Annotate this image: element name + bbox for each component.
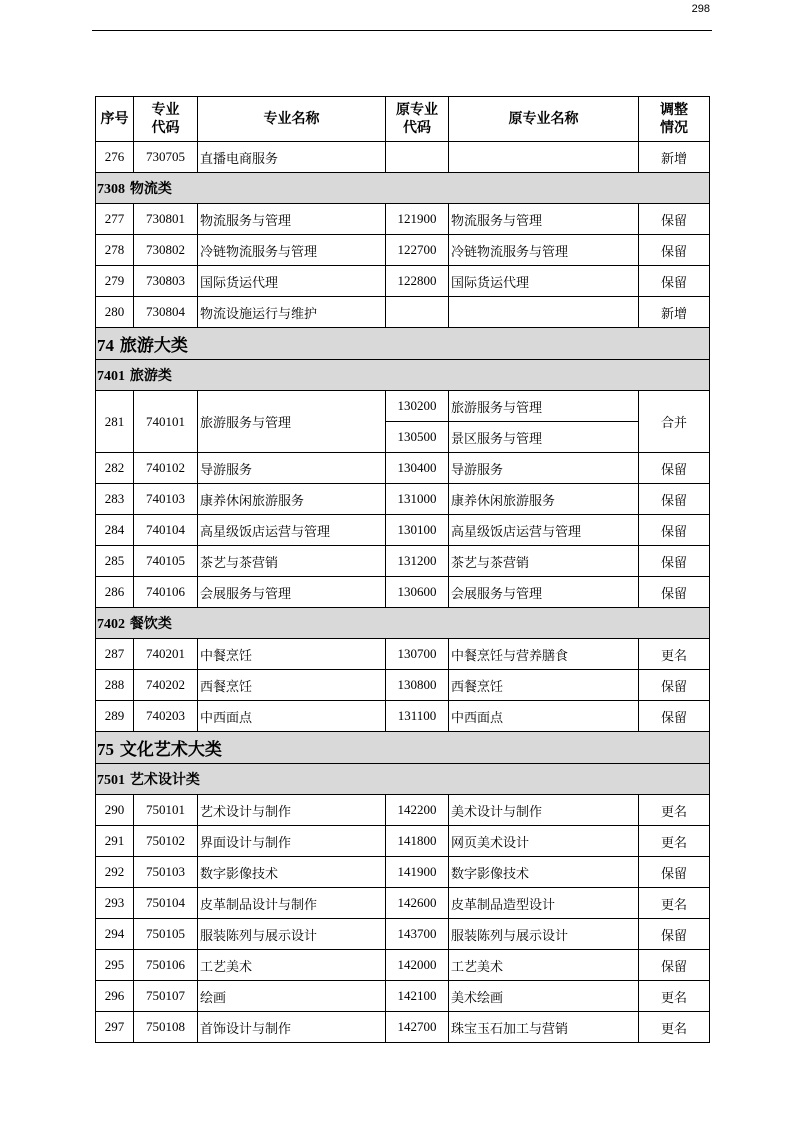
- old-name-cell: 美术绘画: [449, 981, 639, 1012]
- name-cell: 物流设施运行与维护: [198, 297, 386, 328]
- category-number: 74: [97, 336, 114, 355]
- old-name-cell: 美术设计与制作: [449, 795, 639, 826]
- adjust-cell: 新增: [639, 142, 710, 173]
- category-row: [96, 608, 710, 639]
- code-cell: 740202: [134, 670, 198, 701]
- header-old-code: 原专业代码: [386, 97, 449, 142]
- old-name-cell: 皮革制品造型设计: [449, 888, 639, 919]
- adjust-cell: 更名: [639, 981, 710, 1012]
- category-heading: [96, 360, 710, 391]
- name-cell: 皮革制品设计与制作: [198, 888, 386, 919]
- category-title: 旅游大类: [119, 336, 188, 356]
- adjust-cell: 保留: [639, 701, 710, 732]
- table-row: [96, 391, 710, 422]
- seq-cell: 290: [96, 795, 134, 826]
- name-cell: 茶艺与茶营销: [198, 546, 386, 577]
- category-number: 7401: [97, 369, 125, 384]
- category-number: 7501: [97, 773, 125, 788]
- adjust-cell: 新增: [639, 297, 710, 328]
- code-cell: 740102: [134, 453, 198, 484]
- code-cell: 740104: [134, 515, 198, 546]
- major-category-row: [96, 732, 710, 764]
- old-name-cell: 导游服务: [449, 453, 639, 484]
- code-cell: 740101: [134, 391, 198, 453]
- old-code-cell: 130600: [386, 577, 449, 608]
- category-row: [96, 173, 710, 204]
- old-name-cell: 服装陈列与展示设计: [449, 919, 639, 950]
- adjust-cell: 更名: [639, 639, 710, 670]
- code-cell: 740106: [134, 577, 198, 608]
- old-name-cell: 珠宝玉石加工与营销: [449, 1012, 639, 1043]
- seq-cell: 286: [96, 577, 134, 608]
- page-number: 298: [691, 3, 710, 15]
- code-cell: 740103: [134, 484, 198, 515]
- seq-cell: 278: [96, 235, 134, 266]
- seq-cell: 295: [96, 950, 134, 981]
- old-code-cell: [386, 297, 449, 328]
- code-cell: 740105: [134, 546, 198, 577]
- seq-cell: 280: [96, 297, 134, 328]
- seq-cell: 288: [96, 670, 134, 701]
- table-row: [96, 266, 710, 297]
- category-heading: [96, 173, 710, 204]
- old-code-cell: 142100: [386, 981, 449, 1012]
- name-cell: 中餐烹饪: [198, 639, 386, 670]
- old-code-cell: 142700: [386, 1012, 449, 1043]
- name-cell: 旅游服务与管理: [198, 391, 386, 453]
- code-cell: 740203: [134, 701, 198, 732]
- major-category-row: [96, 328, 710, 360]
- old-code-cell: 130500: [386, 422, 449, 453]
- name-cell: 导游服务: [198, 453, 386, 484]
- old-code-cell: 122800: [386, 266, 449, 297]
- category-row: [96, 360, 710, 391]
- old-name-cell: 旅游服务与管理: [449, 391, 639, 422]
- header-seq: 序号: [96, 97, 134, 142]
- old-code-cell: 121900: [386, 204, 449, 235]
- old-code-cell: 130800: [386, 670, 449, 701]
- table-row: [96, 297, 710, 328]
- code-cell: 750103: [134, 857, 198, 888]
- adjust-cell: 更名: [639, 795, 710, 826]
- code-cell: 730804: [134, 297, 198, 328]
- adjust-cell: 更名: [639, 888, 710, 919]
- name-cell: 国际货运代理: [198, 266, 386, 297]
- code-cell: 750104: [134, 888, 198, 919]
- seq-cell: 289: [96, 701, 134, 732]
- old-name-cell: [449, 142, 639, 173]
- old-name-cell: 中餐烹饪与营养膳食: [449, 639, 639, 670]
- old-name-cell: 工艺美术: [449, 950, 639, 981]
- category-number: 7402: [97, 617, 125, 632]
- adjust-cell: 保留: [639, 453, 710, 484]
- table-row: [96, 235, 710, 266]
- adjust-cell: 保留: [639, 670, 710, 701]
- name-cell: 物流服务与管理: [198, 204, 386, 235]
- old-name-cell: 会展服务与管理: [449, 577, 639, 608]
- name-cell: 中西面点: [198, 701, 386, 732]
- table-row: [96, 981, 710, 1012]
- seq-cell: 293: [96, 888, 134, 919]
- category-title: 旅游类: [129, 368, 172, 384]
- table-row: [96, 888, 710, 919]
- table-row: [96, 484, 710, 515]
- table-row: [96, 142, 710, 173]
- category-row: [96, 764, 710, 795]
- seq-cell: 283: [96, 484, 134, 515]
- name-cell: 会展服务与管理: [198, 577, 386, 608]
- old-code-cell: 130100: [386, 515, 449, 546]
- seq-cell: 277: [96, 204, 134, 235]
- name-cell: 直播电商服务: [198, 142, 386, 173]
- old-name-cell: 高星级饭店运营与管理: [449, 515, 639, 546]
- adjust-cell: 保留: [639, 950, 710, 981]
- adjust-cell: 保留: [639, 235, 710, 266]
- table-row: [96, 453, 710, 484]
- adjust-cell: 保留: [639, 266, 710, 297]
- table-row: [96, 670, 710, 701]
- header-adjust: 调整情况: [639, 97, 710, 142]
- seq-cell: 296: [96, 981, 134, 1012]
- old-name-cell: 茶艺与茶营销: [449, 546, 639, 577]
- seq-cell: 284: [96, 515, 134, 546]
- adjust-cell: 保留: [639, 857, 710, 888]
- adjust-cell: 保留: [639, 515, 710, 546]
- code-cell: 730801: [134, 204, 198, 235]
- category-number: 75: [97, 740, 114, 759]
- old-name-cell: 西餐烹饪: [449, 670, 639, 701]
- major-catalog-table: [95, 96, 710, 1043]
- name-cell: 数字影像技术: [198, 857, 386, 888]
- old-name-cell: 康养休闲旅游服务: [449, 484, 639, 515]
- old-name-cell: 物流服务与管理: [449, 204, 639, 235]
- adjust-cell: 保留: [639, 919, 710, 950]
- header-old-name: 原专业名称: [449, 97, 639, 142]
- table-row: [96, 950, 710, 981]
- adjust-cell: 保留: [639, 204, 710, 235]
- code-cell: 740201: [134, 639, 198, 670]
- table-row: [96, 919, 710, 950]
- category-number: 7308: [97, 182, 125, 197]
- old-name-cell: 网页美术设计: [449, 826, 639, 857]
- code-cell: 750106: [134, 950, 198, 981]
- seq-cell: 285: [96, 546, 134, 577]
- category-title: 文化艺术大类: [119, 740, 222, 760]
- seq-cell: 282: [96, 453, 134, 484]
- table-row: [96, 826, 710, 857]
- table-row: [96, 515, 710, 546]
- adjust-cell: 保留: [639, 577, 710, 608]
- old-code-cell: 143700: [386, 919, 449, 950]
- seq-cell: 291: [96, 826, 134, 857]
- seq-cell: 276: [96, 142, 134, 173]
- table-row: [96, 795, 710, 826]
- code-cell: 730705: [134, 142, 198, 173]
- name-cell: 绘画: [198, 981, 386, 1012]
- adjust-cell: 保留: [639, 546, 710, 577]
- table-row: [96, 701, 710, 732]
- old-code-cell: 131100: [386, 701, 449, 732]
- seq-cell: 281: [96, 391, 134, 453]
- name-cell: 高星级饭店运营与管理: [198, 515, 386, 546]
- old-code-cell: 122700: [386, 235, 449, 266]
- old-name-cell: 数字影像技术: [449, 857, 639, 888]
- category-title: 艺术设计类: [129, 772, 200, 788]
- seq-cell: 294: [96, 919, 134, 950]
- seq-cell: 297: [96, 1012, 134, 1043]
- old-code-cell: 141800: [386, 826, 449, 857]
- old-code-cell: 142000: [386, 950, 449, 981]
- old-name-cell: 景区服务与管理: [449, 422, 639, 453]
- adjust-cell: 保留: [639, 484, 710, 515]
- old-name-cell: [449, 297, 639, 328]
- name-cell: 工艺美术: [198, 950, 386, 981]
- category-title: 餐饮类: [129, 616, 172, 632]
- name-cell: 冷链物流服务与管理: [198, 235, 386, 266]
- category-heading: [96, 328, 710, 360]
- code-cell: 750105: [134, 919, 198, 950]
- code-cell: 750108: [134, 1012, 198, 1043]
- code-cell: 750101: [134, 795, 198, 826]
- name-cell: 艺术设计与制作: [198, 795, 386, 826]
- code-cell: 730802: [134, 235, 198, 266]
- seq-cell: 287: [96, 639, 134, 670]
- old-code-cell: 142600: [386, 888, 449, 919]
- code-cell: 730803: [134, 266, 198, 297]
- category-heading: [96, 764, 710, 795]
- name-cell: 首饰设计与制作: [198, 1012, 386, 1043]
- header-rule: [92, 30, 712, 31]
- table-row: [96, 639, 710, 670]
- old-code-cell: 142200: [386, 795, 449, 826]
- old-code-cell: 131000: [386, 484, 449, 515]
- header-name: 专业名称: [198, 97, 386, 142]
- old-name-cell: 冷链物流服务与管理: [449, 235, 639, 266]
- old-name-cell: 中西面点: [449, 701, 639, 732]
- seq-cell: 279: [96, 266, 134, 297]
- name-cell: 界面设计与制作: [198, 826, 386, 857]
- table-row: [96, 204, 710, 235]
- table-header-row: [96, 97, 710, 142]
- name-cell: 服装陈列与展示设计: [198, 919, 386, 950]
- old-code-cell: 130700: [386, 639, 449, 670]
- adjust-cell: 合并: [639, 391, 710, 453]
- name-cell: 西餐烹饪: [198, 670, 386, 701]
- table-row: [96, 1012, 710, 1043]
- old-code-cell: 130400: [386, 453, 449, 484]
- name-cell: 康养休闲旅游服务: [198, 484, 386, 515]
- table-body: [96, 142, 710, 1043]
- old-name-cell: 国际货运代理: [449, 266, 639, 297]
- code-cell: 750102: [134, 826, 198, 857]
- header-code: 专业代码: [134, 97, 198, 142]
- old-code-cell: 131200: [386, 546, 449, 577]
- table-row: [96, 857, 710, 888]
- seq-cell: 292: [96, 857, 134, 888]
- old-code-cell: [386, 142, 449, 173]
- old-code-cell: 141900: [386, 857, 449, 888]
- adjust-cell: 更名: [639, 826, 710, 857]
- category-heading: [96, 608, 710, 639]
- code-cell: 750107: [134, 981, 198, 1012]
- table-row: [96, 577, 710, 608]
- table-row: [96, 546, 710, 577]
- category-heading: [96, 732, 710, 764]
- adjust-cell: 更名: [639, 1012, 710, 1043]
- category-title: 物流类: [129, 181, 172, 197]
- old-code-cell: 130200: [386, 391, 449, 422]
